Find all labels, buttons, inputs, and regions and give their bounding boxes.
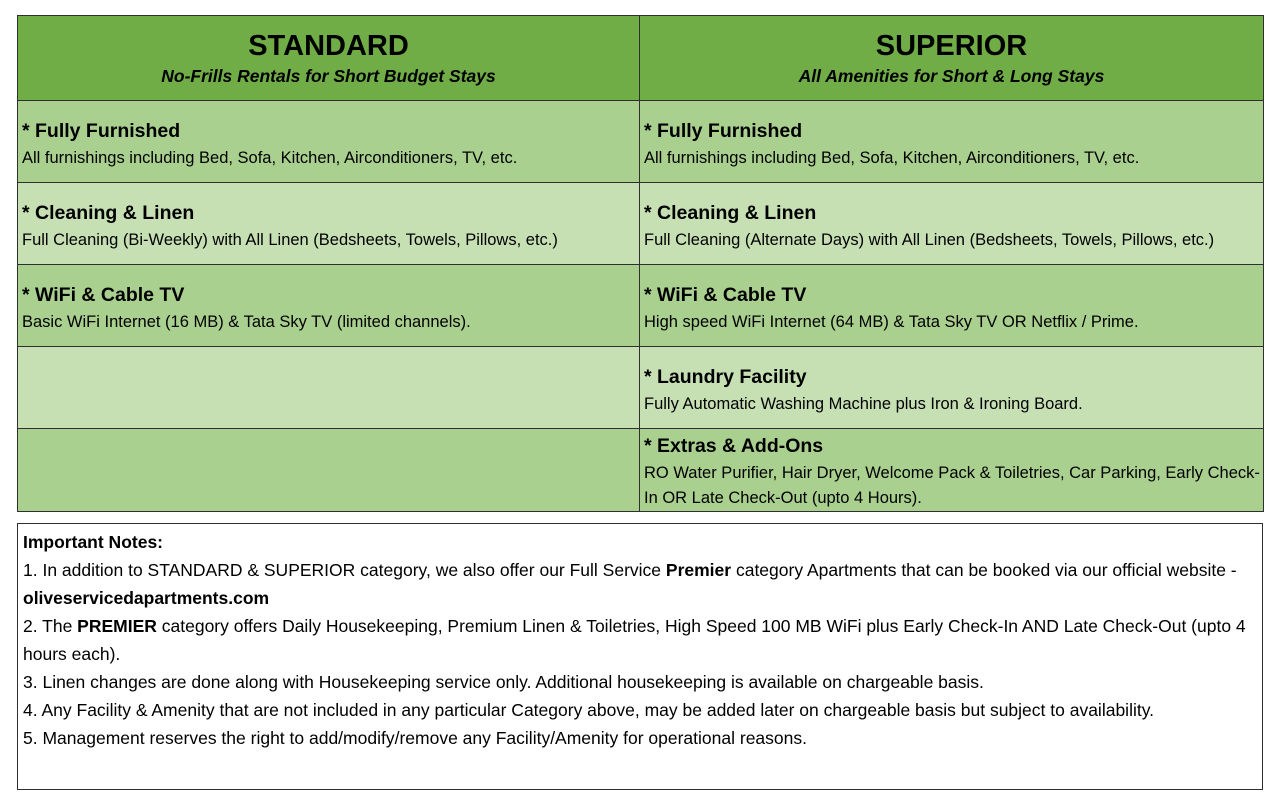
note-5: 5. Management reserves the right to add/modify/remove any Facility/Amenity for operational reasons. (23, 728, 807, 748)
table-row (18, 347, 1264, 429)
note-4: 4. Any Facility & Amenity that are not included in any particular Category above, may be added later on chargeable basis but subject to availability. (23, 700, 1155, 720)
feature-title: * Cleaning & Linen (22, 202, 195, 224)
note-1 (23, 556, 1254, 612)
note-text: category offers Daily Housekeeping, Premium Linen & Toiletries, High Speed 100 MB WiFi plus Early Check-In AND Late Check-Out (upto 4 hours each). (23, 616, 1246, 664)
feature-title: * WiFi & Cable TV (22, 284, 185, 306)
feature-description: High speed WiFi Internet (64 MB) & Tata Sky TV OR Netflix / Prime. (644, 313, 1139, 331)
note-text: 2. The (23, 616, 78, 636)
superior-cleaning-cell (640, 183, 1264, 265)
table-row (18, 183, 1264, 265)
feature-title: * Cleaning & Linen (644, 202, 817, 224)
table-row (18, 101, 1264, 183)
note-2 (23, 612, 1254, 668)
standard-wifi-cell (18, 265, 640, 347)
feature-description: Fully Automatic Washing Machine plus Iron & Ironing Board. (644, 395, 1083, 413)
premier-label: Premier (665, 560, 732, 580)
feature-description: RO Water Purifier, Hair Dryer, Welcome Pack & Toiletries, Car Parking, Early Check-In OR Late Check-Out (upto 4 Hours). (644, 464, 1260, 507)
important-notes-box (17, 523, 1263, 790)
standard-empty-cell (18, 429, 640, 512)
standard-header (18, 16, 640, 101)
note-text: category Apartments that can be booked via our official website - (731, 560, 1237, 580)
superior-header (640, 16, 1264, 101)
standard-furnished-cell (18, 101, 640, 183)
standard-cleaning-cell (18, 183, 640, 265)
superior-extras-cell (640, 429, 1264, 512)
amenities-comparison-table (17, 15, 1264, 512)
superior-furnished-cell (640, 101, 1264, 183)
feature-title: * Fully Furnished (22, 120, 181, 142)
note-3: 3. Linen changes are done along with Housekeeping service only. Additional housekeeping is available on chargeable basis. (23, 672, 984, 692)
superior-title: SUPERIOR (875, 30, 1028, 62)
website-link[interactable]: oliveservicedapartments.com (23, 588, 270, 608)
note-text: 1. In addition to STANDARD & SUPERIOR category, we also offer our Full Service (23, 560, 666, 580)
notes-title: Important Notes: (23, 532, 163, 552)
standard-subtitle: No-Frills Rentals for Short Budget Stays (161, 66, 496, 86)
feature-title: * Extras & Add-Ons (644, 435, 824, 457)
premier-label: PREMIER (77, 616, 157, 636)
feature-title: * Fully Furnished (644, 120, 803, 142)
feature-title: * Laundry Facility (644, 366, 807, 388)
feature-description: Full Cleaning (Bi-Weekly) with All Linen (Bedsheets, Towels, Pillows, etc.) (22, 231, 558, 249)
superior-laundry-cell (640, 347, 1264, 429)
feature-description: Full Cleaning (Alternate Days) with All Linen (Bedsheets, Towels, Pillows, etc.) (644, 231, 1215, 249)
feature-title: * WiFi & Cable TV (644, 284, 807, 306)
header-row (18, 16, 1264, 101)
superior-wifi-cell (640, 265, 1264, 347)
standard-title: STANDARD (248, 30, 409, 62)
table-row (18, 429, 1264, 512)
feature-description: All furnishings including Bed, Sofa, Kitchen, Airconditioners, TV, etc. (22, 149, 518, 167)
feature-description: Basic WiFi Internet (16 MB) & Tata Sky TV (limited channels). (22, 313, 471, 331)
standard-empty-cell (18, 347, 640, 429)
table-row (18, 265, 1264, 347)
feature-description: All furnishings including Bed, Sofa, Kitchen, Airconditioners, TV, etc. (644, 149, 1140, 167)
superior-subtitle: All Amenities for Short & Long Stays (798, 66, 1105, 86)
